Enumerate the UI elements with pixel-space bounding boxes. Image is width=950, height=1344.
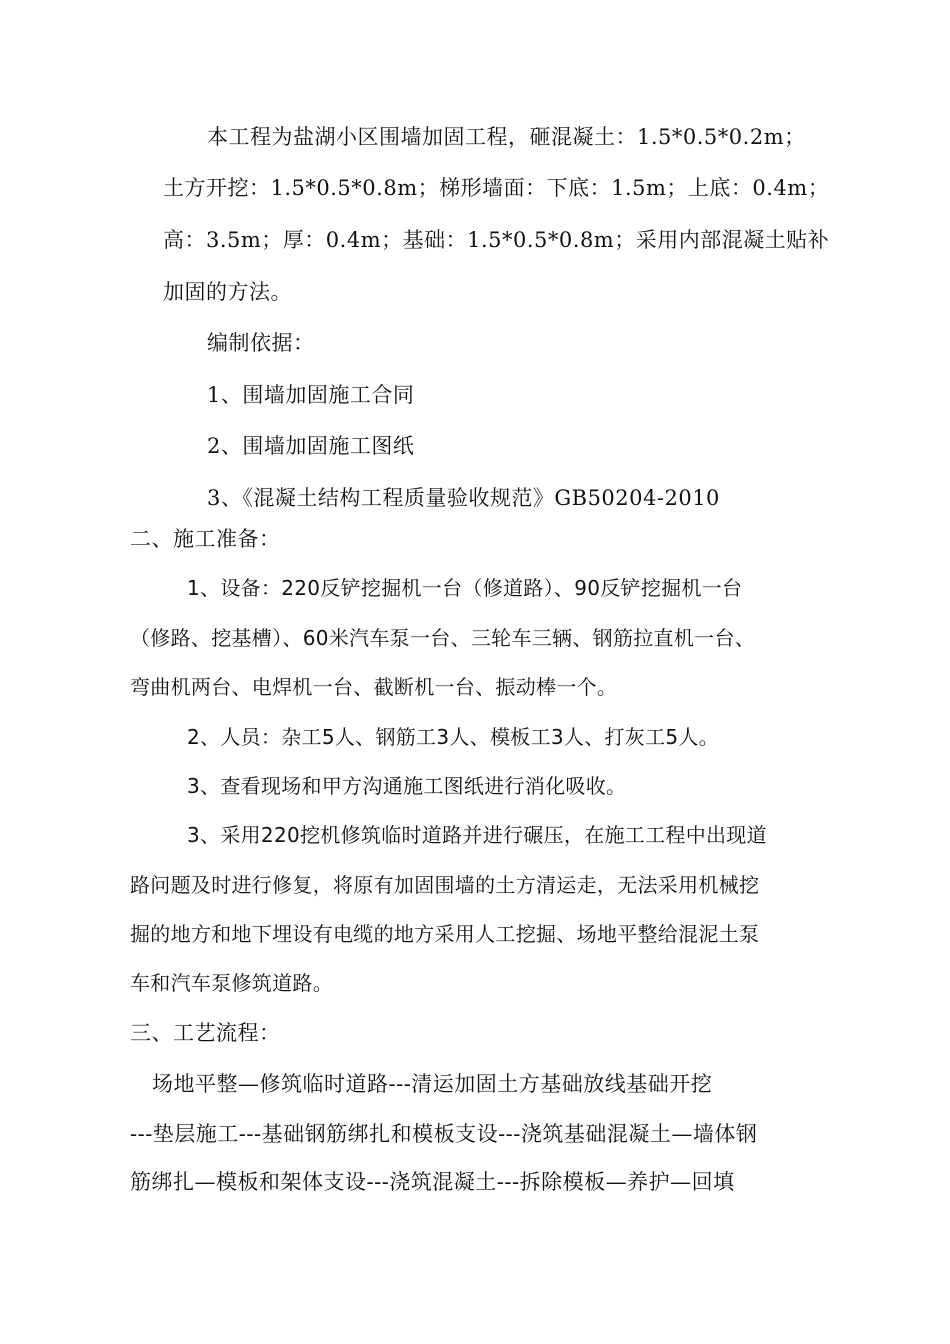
process-line-2: ---垫层施工---基础钢筋绑扎和模板支设---浇筑基础混凝土—墙体钢	[130, 1122, 758, 1146]
intro-line-2: 土方开挖：1.5*0.5*0.8m；梯形墙面：下底：1.5m；上底：0.4m；	[163, 176, 830, 200]
basis-heading: 编制依据：	[207, 331, 315, 355]
prep-line-9: 车和汽车泵修筑道路。	[130, 971, 333, 995]
basis-item-2: 2、围墙加固施工图纸	[207, 434, 415, 458]
prep-line-2: （修路、挖基槽）、60米汽车泵一台、三轮车三辆、钢筋拉直机一台、	[130, 626, 756, 650]
prep-line-5: 3、查看现场和甲方沟通施工图纸进行消化吸收。	[187, 774, 627, 798]
section2-heading: 二、施工准备：	[130, 527, 281, 551]
basis-item-1: 1、围墙加固施工合同	[207, 383, 415, 407]
section3-heading: 三、工艺流程：	[130, 1021, 281, 1045]
intro-line-1: 本工程为盐湖小区围墙加固工程，砸混凝土：1.5*0.5*0.2m；	[207, 125, 806, 149]
prep-line-4: 2、人员：杂工5人、钢筋工3人、模板工3人、打灰工5人。	[187, 725, 720, 749]
process-line-3: 筋绑扎—模板和架体支设---浇筑混凝土---拆除模板—养护—回填	[130, 1170, 735, 1194]
process-line-1: 场地平整—修筑临时道路---清运加固土方基础放线基础开挖	[152, 1072, 713, 1096]
prep-line-6: 3、采用220挖机修筑临时道路并进行碾压，在施工工程中出现道	[187, 823, 767, 847]
prep-line-1: 1、设备：220反铲挖掘机一台（修道路）、90反铲挖掘机一台	[187, 576, 743, 600]
basis-item-3: 3、《混凝土结构工程质量验收规范》GB50204-2010	[207, 486, 720, 510]
intro-line-3: 高：3.5m；厚：0.4m；基础：1.5*0.5*0.8m；采用内部混凝土贴补	[163, 228, 830, 252]
prep-line-3: 弯曲机两台、电焊机一台、截断机一台、振动棒一个。	[130, 675, 618, 699]
prep-line-8: 掘的地方和地下埋设有电缆的地方采用人工挖掘、场地平整给混泥土泵	[130, 922, 760, 946]
intro-line-4: 加固的方法。	[163, 280, 292, 304]
prep-line-7: 路问题及时进行修复，将原有加固围墙的土方清运走，无法采用机械挖	[130, 873, 760, 897]
